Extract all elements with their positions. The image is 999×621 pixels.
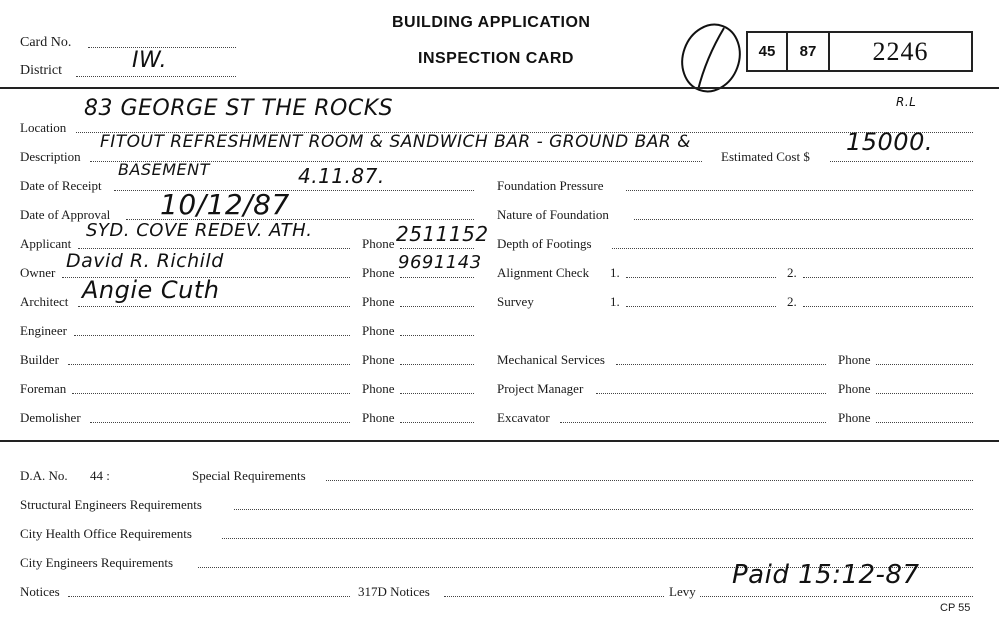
demolisher-field[interactable] bbox=[90, 422, 350, 423]
engineer-label: Engineer bbox=[20, 323, 67, 338]
alignment-check-field-1[interactable] bbox=[626, 277, 776, 278]
city-health-field[interactable] bbox=[222, 538, 973, 539]
applicant-phone-label: Phone bbox=[362, 236, 395, 251]
foreman-label: Foreman bbox=[20, 381, 67, 396]
card-no-label: Card No. bbox=[20, 35, 72, 50]
engineer-field[interactable] bbox=[74, 335, 350, 336]
builder-phone-field[interactable] bbox=[400, 364, 474, 365]
owner-phone-field[interactable] bbox=[400, 277, 474, 278]
estimated-cost-field[interactable] bbox=[830, 161, 973, 162]
builder-phone-label: Phone bbox=[362, 352, 395, 367]
depth-of-footings-label: Depth of Footings bbox=[497, 236, 592, 251]
foreman-phone-label: Phone bbox=[362, 381, 395, 396]
district-value: IW. bbox=[132, 48, 167, 73]
mechanical-services-label: Mechanical Services bbox=[497, 352, 605, 367]
section-divider bbox=[0, 440, 999, 442]
date-of-receipt-label: Date of Receipt bbox=[20, 178, 102, 193]
top-initials: R.L bbox=[896, 95, 917, 109]
title-line-2: INSPECTION CARD bbox=[418, 50, 574, 67]
demolisher-phone-label: Phone bbox=[362, 410, 395, 425]
mechanical-services-phone-field[interactable] bbox=[876, 364, 973, 365]
location-label: Location bbox=[20, 120, 67, 135]
project-manager-phone-field[interactable] bbox=[876, 393, 973, 394]
survey-label: Survey bbox=[497, 294, 534, 309]
card-box-2: 87 bbox=[786, 31, 830, 72]
nature-of-foundation-field[interactable] bbox=[634, 219, 973, 220]
date-of-approval-label: Date of Approval bbox=[20, 207, 111, 222]
levy-value: Paid 15:12-87 bbox=[732, 560, 920, 590]
engineer-phone-label: Phone bbox=[362, 323, 395, 338]
excavator-field[interactable] bbox=[560, 422, 826, 423]
excavator-phone-label: Phone bbox=[838, 410, 871, 425]
architect-field[interactable] bbox=[78, 306, 350, 307]
district-field[interactable] bbox=[76, 76, 236, 77]
nature-of-foundation-label: Nature of Foundation bbox=[497, 207, 609, 222]
owner-value: David R. Richild bbox=[66, 250, 224, 272]
applicant-field[interactable] bbox=[78, 248, 350, 249]
architect-phone-field[interactable] bbox=[400, 306, 474, 307]
structural-engineers-field[interactable] bbox=[234, 509, 973, 510]
da-no-label: D.A. No. bbox=[20, 468, 68, 483]
demolisher-label: Demolisher bbox=[20, 410, 81, 425]
owner-phone-value: 9691143 bbox=[398, 252, 482, 273]
header-divider bbox=[0, 87, 999, 89]
notices-317d-label: 317D Notices bbox=[358, 584, 430, 599]
architect-value: Angie Cuth bbox=[82, 276, 220, 304]
district-label: District bbox=[20, 63, 62, 78]
architect-label: Architect bbox=[20, 294, 69, 309]
survey-num-2: 2. bbox=[787, 294, 797, 309]
applicant-value: SYD. COVE REDEV. ATH. bbox=[86, 220, 313, 241]
engineer-phone-field[interactable] bbox=[400, 335, 474, 336]
card-box-1: 45 bbox=[746, 31, 788, 72]
builder-field[interactable] bbox=[68, 364, 350, 365]
notices-field[interactable] bbox=[68, 596, 350, 597]
title-line-1: BUILDING APPLICATION bbox=[392, 14, 591, 31]
da-no-value: 44 : bbox=[90, 468, 110, 483]
project-manager-phone-label: Phone bbox=[838, 381, 871, 396]
city-engineers-label: City Engineers Requirements bbox=[20, 555, 174, 570]
mechanical-services-field[interactable] bbox=[616, 364, 826, 365]
alignment-check-num-1: 1. bbox=[610, 265, 620, 280]
foundation-pressure-field[interactable] bbox=[626, 190, 973, 191]
description-label: Description bbox=[20, 149, 81, 164]
project-manager-label: Project Manager bbox=[497, 381, 584, 396]
circled-mark-icon bbox=[676, 18, 746, 98]
alignment-check-label: Alignment Check bbox=[497, 265, 590, 280]
form-code: CP 55 bbox=[940, 602, 971, 614]
card-number: 2246 bbox=[828, 31, 973, 72]
alignment-check-num-2: 2. bbox=[787, 265, 797, 280]
estimated-cost-label: Estimated Cost $ bbox=[721, 149, 810, 164]
depth-of-footings-field[interactable] bbox=[612, 248, 973, 249]
special-requirements-label: Special Requirements bbox=[192, 468, 306, 483]
foreman-phone-field[interactable] bbox=[400, 393, 474, 394]
project-manager-field[interactable] bbox=[596, 393, 826, 394]
foreman-field[interactable] bbox=[72, 393, 350, 394]
owner-phone-label: Phone bbox=[362, 265, 395, 280]
foundation-pressure-label: Foundation Pressure bbox=[497, 178, 604, 193]
excavator-phone-field[interactable] bbox=[876, 422, 973, 423]
excavator-label: Excavator bbox=[497, 410, 550, 425]
builder-label: Builder bbox=[20, 352, 59, 367]
location-value: 83 GEORGE ST THE ROCKS bbox=[84, 96, 394, 121]
special-requirements-field[interactable] bbox=[326, 480, 973, 481]
survey-field-2[interactable] bbox=[803, 306, 973, 307]
mechanical-services-phone-label: Phone bbox=[838, 352, 871, 367]
architect-phone-label: Phone bbox=[362, 294, 395, 309]
applicant-label: Applicant bbox=[20, 236, 72, 251]
applicant-phone-value: 2511152 bbox=[396, 222, 489, 246]
notices-label: Notices bbox=[20, 584, 60, 599]
date-of-approval-value: 10/12/87 bbox=[160, 188, 290, 221]
alignment-check-field-2[interactable] bbox=[803, 277, 973, 278]
estimated-cost-value: 15000. bbox=[846, 128, 933, 156]
survey-num-1: 1. bbox=[610, 294, 620, 309]
description-value-2: BASEMENT bbox=[118, 160, 210, 179]
date-of-receipt-value: 4.11.87. bbox=[298, 164, 385, 188]
owner-label: Owner bbox=[20, 265, 56, 280]
levy-label: Levy bbox=[669, 584, 696, 599]
description-value-1: FITOUT REFRESHMENT ROOM & SANDWICH BAR - GROUND BAR & bbox=[100, 132, 691, 152]
levy-field[interactable] bbox=[700, 596, 973, 597]
structural-engineers-label: Structural Engineers Requirements bbox=[20, 497, 202, 512]
city-health-label: City Health Office Requirements bbox=[20, 526, 192, 541]
demolisher-phone-field[interactable] bbox=[400, 422, 474, 423]
applicant-phone-field[interactable] bbox=[400, 248, 474, 249]
notices-317d-field[interactable] bbox=[444, 596, 664, 597]
survey-field-1[interactable] bbox=[626, 306, 776, 307]
